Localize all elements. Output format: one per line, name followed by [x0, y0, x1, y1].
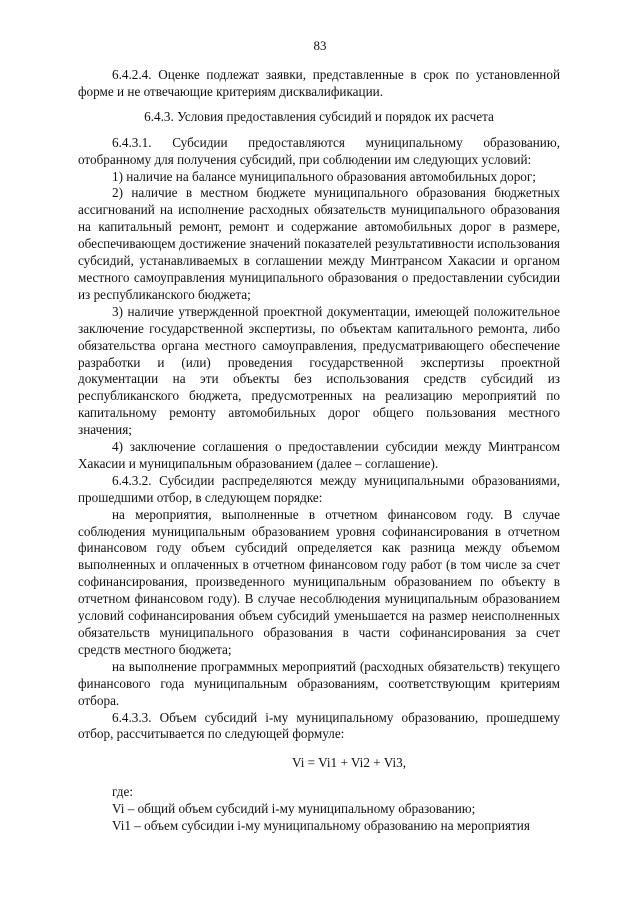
formula-definition-vi: Vi – общий объем субсидий i-му муниципальному образованию;	[112, 801, 476, 817]
condition-item-1: 1) наличие на балансе муниципального образования автомобильных дорог;	[112, 168, 536, 184]
paragraph-6-4-3-2: 6.4.3.2. Субсидии распределяются между муниципальными образованиями, прошедшими отбор, в следующем порядке:	[78, 472, 560, 505]
formula-definition-vi1: Vi1 – объем субсидии i-му муниципальному образованию на мероприятия	[112, 818, 530, 834]
document-body	[78, 67, 560, 835]
formula-where-label: где:	[112, 784, 133, 800]
page-number: 83	[313, 38, 327, 53]
paragraph-6-4-2-4: 6.4.2.4. Оценке подлежат заявки, представленные в срок по установленной форме и не отвечающие критериям дисквалификации.	[78, 67, 560, 99]
subsidy-formula: Vi = Vi1 + Vi2 + Vi3,	[291, 755, 407, 771]
distribution-item-reporting-year: на мероприятия, выполненные в отчетном финансовом году. В случае соблюдения муниципальным образованием уровня софинансирования в отчетном финансовом году объем субсидий определяется как разница между объемом выполненных и оплаченных в отчетном финансовом году работ (в том числе за счет софинансирования, произведенного муниципальным образованием по объекту в отчетном финансовом году). В случае несоблюдения муниципальным образованием условий софинансирования объем субсидий уменьшается на размер неисполненных обязательств муниципального образования в части софинансирования за счет средств местного бюджета;	[78, 506, 560, 657]
paragraph-6-4-3-1: 6.4.3.1. Субсидии предоставляются муниципальному образованию, отобранному для получения субсидий, при соблюдении им следующих условий:	[78, 134, 560, 167]
condition-item-2: 2) наличие в местном бюджете муниципального образования бюджетных ассигнований на исполнение расходных обязательств муниципального образования на капитальный ремонт, ремонт и содержание автомобильных дорог в размере, обеспечивающем достижение значений показателей результативности использования субсидий, устанавливаемых в соглашении между Минтрансом Хакасии и органом местного самоуправления муниципального образования о предоставлении субсидии из республиканского бюджета;	[78, 185, 560, 302]
distribution-item-current-year: на выполнение программных мероприятий (расходных обязательств) текущего финансового года муниципальным образованиям, соответствующим критериям отбора.	[78, 658, 560, 708]
paragraph-6-4-3-3: 6.4.3.3. Объем субсидий i-му муниципальному образованию, прошедшему отбор, рассчитывается по следующей формуле:	[78, 709, 560, 742]
condition-item-4: 4) заключение соглашения о предоставлении субсидии между Минтрансом Хакасии и муниципальным образованием (далее – соглашение).	[78, 439, 560, 471]
section-heading-6-4-3: 6.4.3. Условия предоставления субсидий и порядок их расчета	[144, 108, 494, 124]
condition-item-3: 3) наличие утвержденной проектной документации, имеющей положительное заключение государственной экспертизы, по объектам капитального ремонта, либо обязательства органа местного самоуправления, предусматривающего обеспечение разработки и (или) проведения государственной экспертизы проектной документации на эти объекты без использования средств субсидий из республиканского бюджета, предусмотренных на реализацию мероприятий по капитальному ремонту автомобильных дорог общего пользования местного значения;	[78, 303, 560, 438]
